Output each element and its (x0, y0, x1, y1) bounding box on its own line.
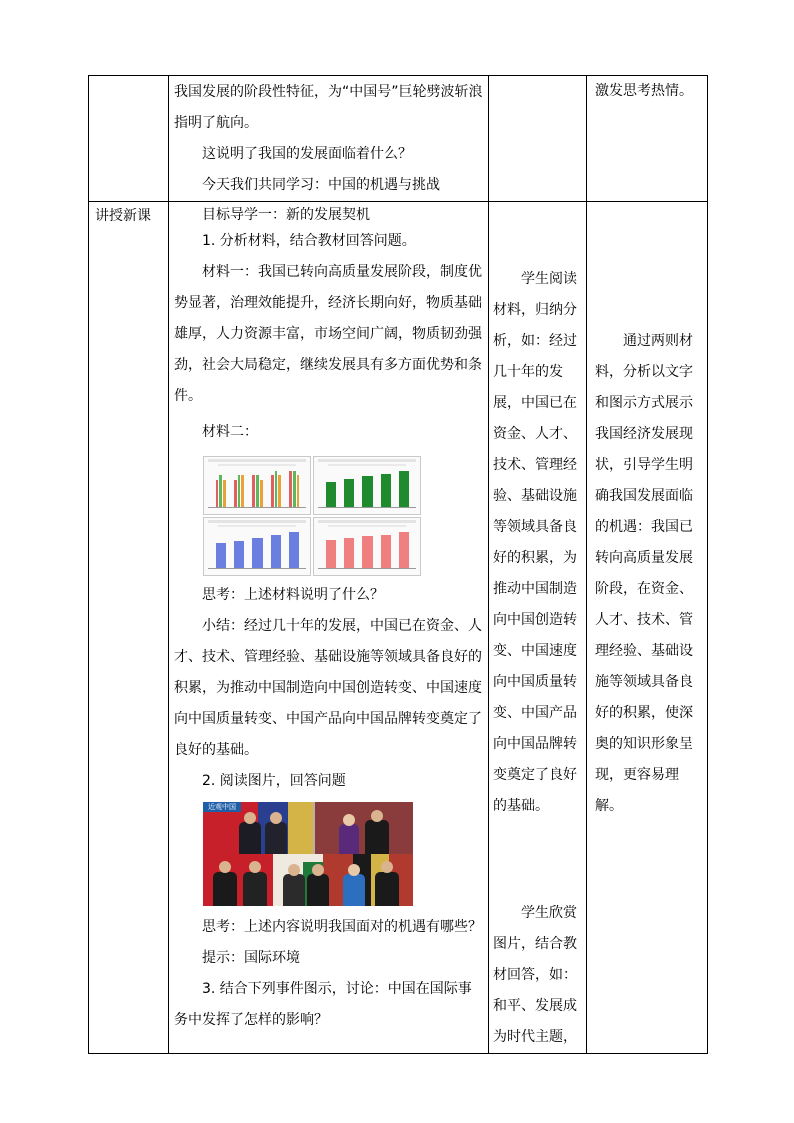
chart-bar (381, 535, 391, 568)
chart-bar (289, 471, 292, 507)
design-intent-text: 通过两则材料，分析以文字和图示方式展示我国经济发展现状，引导学生明确我国发展面临的机遇：我国已转向高质量发展阶段，在资金、人才、技术、管理经验、基础设施等领域具备良好的积累，使深奥的知识形象呈现，更容易理解。 (595, 333, 693, 814)
statistics-charts (203, 456, 313, 576)
paragraph: 这说明了我国的发展面临着什么？ (202, 146, 412, 162)
chart-panel (203, 517, 311, 576)
paragraph: 我国发展的阶段性特征，为“中国号”巨轮劈波斩浪指明了航向。 (174, 84, 483, 131)
chart-panel (203, 456, 311, 515)
chart-bar (278, 475, 281, 507)
material-one: 材料一：我国已转向高质量发展阶段，制度优势显著，治理效能提升，经济长期向好，物质基础雄厚，人力资源丰富，市场空间广阔，物质韧劲强劲，社会大局稳定，继续发展具有多方面优势和条件。 (174, 264, 482, 404)
paragraph: 思考：上述材料说明了什么？ (202, 587, 384, 603)
chart-bar (223, 480, 226, 507)
paragraph: 今天我们共同学习：中国的机遇与挑战 (202, 177, 440, 193)
table-row (89, 202, 708, 1054)
paragraph: 激发思考热情。 (595, 83, 693, 99)
chart-bar (399, 471, 409, 507)
chart-bar (344, 538, 354, 568)
stage-cell (89, 76, 169, 202)
summary: 小结：经过几十年的发展，中国已在资金、人才、技术、管理经验、基础设施等领域具备良好的积累，为推动中国制造向中国创造转变、中国速度向中国质量转变、中国产品向中国品牌转变奠定了良好的基础。 (174, 618, 482, 758)
chart-panel (313, 456, 421, 515)
chart-bar (260, 480, 263, 507)
chart-bar (271, 475, 274, 507)
chart-bar (362, 536, 372, 568)
chart-bar (344, 479, 354, 507)
chart-bar (234, 480, 237, 507)
content-cell (169, 202, 489, 1054)
chart-bar (238, 475, 241, 507)
student-activity-cell (489, 76, 587, 202)
diplomacy-photo-collage (203, 802, 413, 906)
chart-bar (381, 474, 391, 507)
chart-panel (313, 517, 421, 576)
paragraph: 提示：国际环境 (202, 950, 300, 966)
chart-bar (326, 540, 336, 568)
content-cell (169, 76, 489, 202)
table-row (89, 76, 708, 202)
stage-label: 讲授新课 (95, 208, 151, 224)
chart-bar (289, 532, 299, 568)
stage-cell (89, 202, 169, 1054)
chart-bar (252, 538, 262, 568)
chart-bar (275, 471, 278, 507)
chart-bar (399, 532, 409, 568)
chart-bar (326, 482, 336, 507)
design-intent-cell (587, 202, 708, 1054)
chart-bar (362, 476, 372, 507)
chart-bar (252, 475, 255, 507)
question: 1. 分析材料，结合教材回答问题。 (202, 233, 416, 249)
design-intent-cell (587, 76, 708, 202)
chart-bar (234, 541, 244, 568)
section-heading: 目标导学一：新的发展契机 (202, 207, 370, 223)
student-activity-text: 学生阅读材料，归纳分析，如：经过几十年的发展，中国已在资金、人才、技术、管理经验、基础设施等领域具备良好的积累，为推动中国制造向中国创造转变、中国速度向中国质量转变、中国产品向中国品牌转变奠定了良好的基础。 (493, 271, 577, 814)
lesson-plan-table (88, 75, 708, 1054)
chart-bar (271, 535, 281, 568)
question: 3. 结合下列事件图示，讨论：中国在国际事务中发挥了怎样的影响？ (174, 981, 472, 1028)
chart-bar (297, 475, 300, 507)
paragraph: 思考：上述内容说明我国面对的机遇有哪些？ (202, 919, 482, 935)
chart-bar (256, 475, 259, 507)
chart-bar (216, 543, 226, 568)
question: 2. 阅读图片，回答问题 (202, 773, 346, 789)
photo-badge: 近观中国 (203, 802, 241, 812)
chart-bar (216, 480, 219, 507)
chart-bar (293, 471, 296, 507)
chart-bar (219, 475, 222, 507)
student-activity-cell (489, 202, 587, 1054)
chart-bar (241, 475, 244, 507)
student-activity-text: 学生欣赏图片，结合教材回答，如：和平、发展成为时代主题， (493, 905, 577, 1045)
material-two-label: 材料二： (202, 424, 258, 440)
